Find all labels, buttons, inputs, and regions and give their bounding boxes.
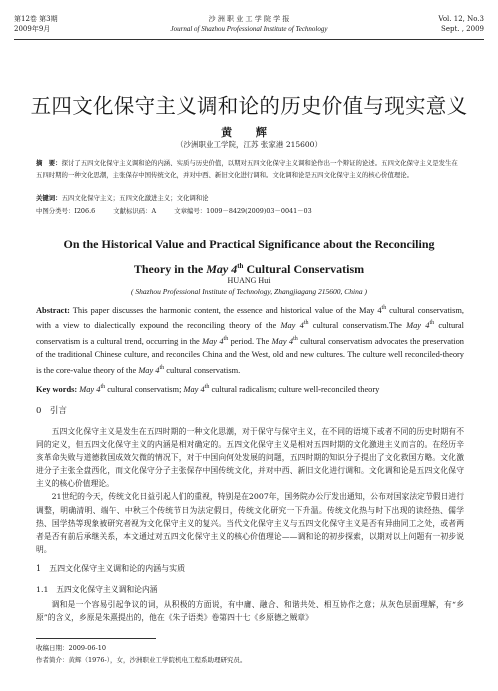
keywords-cn-label: 关键词： <box>36 194 62 202</box>
intro-paragraph-2: 21世纪的今天，传统文化日益引起人们的重视，特别是在2007年，国务院办公厅发出通知，公布对国家法定节假日进行调整，明确清明、端午、中秋三个传统节日为法定假日，传统文化研究一下升温。传统文化热与时下出现的读经热、儒学热、国学热等现象被研究者视为文化保守主义的复兴。当代文化保守主义与五四文化保守主义是否有异曲同工之处，或者两者是否有前后承继关系，本文通过对五四文化保守主义的核心价值理论——调和论的初步探索，以期对以上问题有一初步说明。 <box>36 492 464 554</box>
section-heading-1: 1 五四文化保守主义调和论的内涵与实质 <box>36 564 186 573</box>
header-rule <box>14 39 484 40</box>
affiliation-en: ( Shazhou Professional Institute of Technology, Zhangjiagang 215600, China ) <box>131 287 367 296</box>
month: Sept. , 2009 <box>441 25 484 33</box>
intro-paragraph-1: 五四文化保守主义是发生在五四时期的一种文化思潮，对于保守与保守主义，在不同的语境下或者不同的历史时期有不同的定义，但五四文化保守主义的内涵是相对确定的。五四文化保守主义是相对五四时期的文化激进主义而言的。在经历辛亥革命失败与道德救国成效欠微的情况下，对于中国向何处发展的问题，五四时期的知识分子提出了文化救国方略。文化激进分子主张全盘西化，而文化保守分子主张保存中国传统文化，并对中西、新旧文化进行调和。文化调和论是五四文化保守主义的核心价值理论。 <box>36 427 464 489</box>
abstract-en-label: Abstract: <box>36 305 70 315</box>
article-title-en <box>30 233 468 280</box>
author-bio: 作者简介：黄辉（1976-），女，沙洲职业工学院机电工程系助理研究员。 <box>36 656 247 664</box>
clc-number: 中图分类号：I206.6 <box>36 207 96 215</box>
classification-line <box>36 206 462 215</box>
abstract-cn <box>36 158 462 181</box>
running-header <box>14 14 484 38</box>
issue-date: 2009年9月 <box>14 25 51 33</box>
keywords-en: Key words: May 4th cultural conservatism; May 4th cultural radicalism; culture well-reconciled theory <box>36 384 380 394</box>
subsection-heading-1-1: 1.1 五四文化保守主义调和论内涵 <box>36 585 158 594</box>
footnote-rule <box>36 638 156 639</box>
title-en-line1: On the Historical Value and Practical Significance about the Reconciling <box>63 237 435 251</box>
section-1-paragraph: 调和是一个容易引起争议的词，从积极的方面说，有中庸、融合、和谐共处、相互协作之意；从灰色层面理解，有“乡原”的含义，乡原是朱熹提出的，他在《朱子语类》卷第四十七《乡原德之贼章》 <box>36 600 464 623</box>
received-date: 收稿日期：2009-06-10 <box>36 644 106 652</box>
keywords-cn <box>36 193 462 202</box>
title-en-line2: Theory in the May 4th Cultural Conservatism <box>133 262 365 276</box>
affiliation-cn: （沙洲职业工学院，江苏 张家港 215600） <box>176 140 322 149</box>
header-center <box>14 14 484 34</box>
keywords-cn-text: 五四文化保守主义；五四文化激进主义；文化调和论 <box>61 194 209 202</box>
intro-body <box>36 425 464 556</box>
author-cn: 黄 辉 <box>221 126 277 139</box>
abstract-cn-label: 摘 要： <box>36 159 62 167</box>
journal-name-en: Journal of Shazhou Professional Institute of Technology <box>170 25 328 33</box>
issue-number: 第12卷 第3期 <box>14 15 58 23</box>
abstract-cn-text: 探讨了五四文化保守主义调和论的内涵、实质与历史价值，以期对五四文化保守主义调和论作出一个辩证的论述。五四文化保守主义是发生在五四时期的一种文化思潮，主张保存中国传统文化，并对中西、新旧文化进行调和。文化调和论是五四文化保守主义的核心价值理论。 <box>36 159 458 179</box>
abstract-en: Abstract: This paper discusses the harmonic content, the essence and historical value of the May 4th cultural conservatism, with a view to dialectically expound the reconciling theory of the May 4th cultural conservatism.The May 4th cultural conservatism is a cultural trend, occurring in the May 4th period. The May 4th cultural conservatism advocates the preservation of the traditional Chinese culture, and reconciles China and the West, old and new cultures. The culture well reconciled-theory is the core-value theory of the May 4th cultural conservatism. <box>36 305 464 375</box>
document-code: 文献标识码：A <box>113 207 157 215</box>
keywords-en-label: Key words: <box>36 384 78 394</box>
article-title-cn: 五四文化保守主义调和论的历史价值与现实意义 <box>30 94 468 118</box>
journal-name-cn: 沙 洲 职 业 工 学 院 学 报 <box>208 15 290 23</box>
article-number: 文章编号：1009－8429(2009)03－0041－03 <box>174 207 312 215</box>
author-en: HUANG Hui <box>227 276 271 285</box>
volume: Vol. 12, No.3 <box>438 15 484 23</box>
section-heading-intro: 0 引言 <box>36 406 67 416</box>
section-1-body <box>36 598 464 624</box>
header-right <box>438 14 484 34</box>
